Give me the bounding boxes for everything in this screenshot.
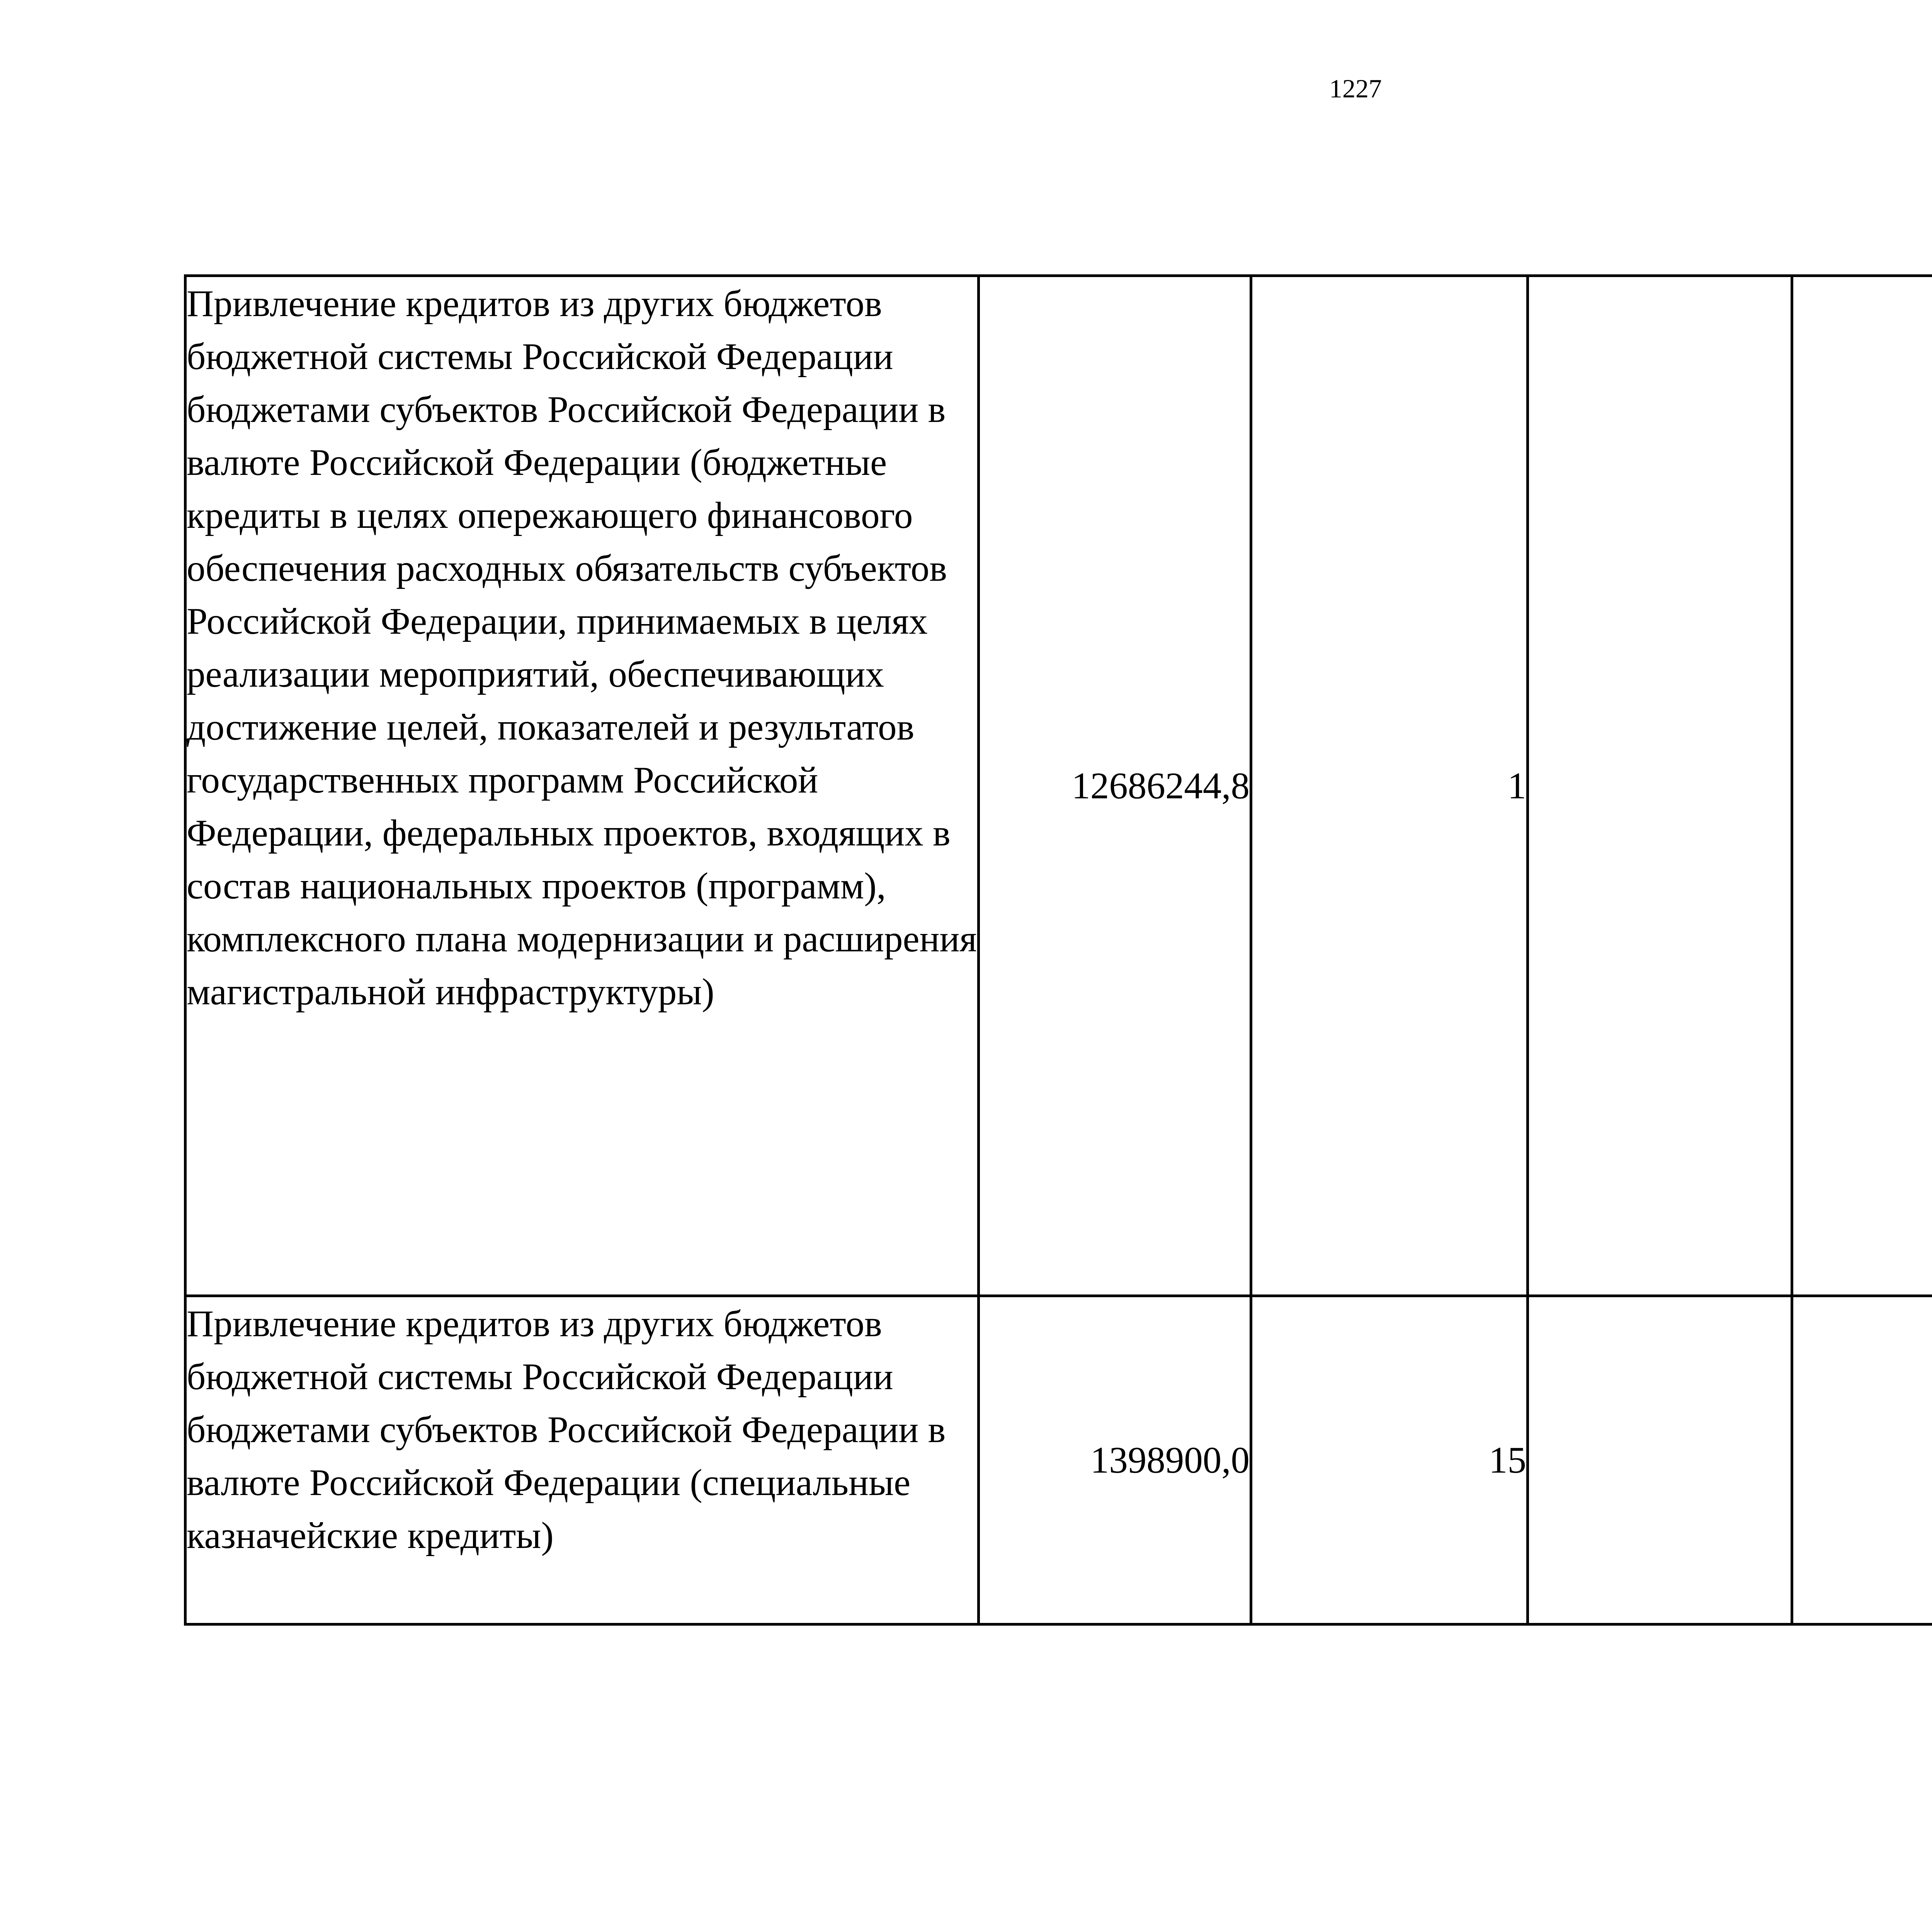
row-amount: 12686244,8 <box>979 276 1251 1296</box>
table-row <box>185 1296 1932 1624</box>
row-term: 15 <box>1251 1296 1528 1624</box>
row-amount: 1398900,0 <box>979 1296 1251 1624</box>
borrowing-table <box>184 274 1932 1626</box>
row-description: Привлечение кредитов из других бюджетов бюджетной системы Российской Федерации бюджетами субъектов Российской Федерации в валюте Российской Федерации (бюджетные кредиты в целях опережающего финансового обеспечения расходных обязательств субъектов Российской Федерации, принимаемых в целях реализации мероприятий, обеспечивающих достижение целей, показателей и результатов государственных программ Российской Федерации, федеральных проектов, входящих в состав национальных проектов (программ), комплексного плана модернизации и расширения магистральной инфраструктуры) <box>185 276 979 1296</box>
row-cell-empty <box>1792 1296 1932 1624</box>
row-cell-empty <box>1528 1296 1792 1624</box>
table-row <box>185 276 1932 1296</box>
row-term: 1 <box>1251 276 1528 1296</box>
row-cell-empty <box>1792 276 1932 1296</box>
row-description: Привлечение кредитов из других бюджетов бюджетной системы Российской Федерации бюджетами субъектов Российской Федерации в валюте Российской Федерации (специальные казначейские кредиты) <box>185 1296 979 1624</box>
row-cell-empty <box>1528 276 1792 1296</box>
page-number: 1227 <box>1329 74 1382 103</box>
